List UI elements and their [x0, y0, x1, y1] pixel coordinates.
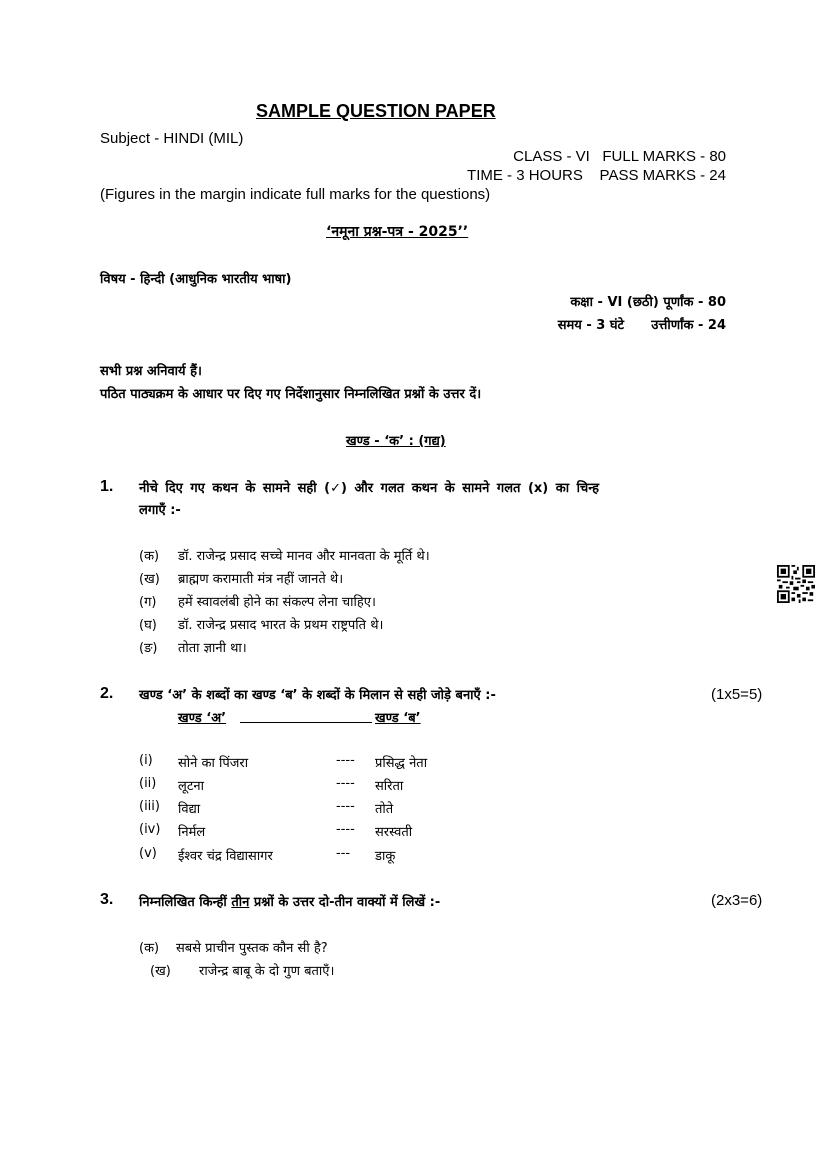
q2-row-b: तोते	[375, 802, 394, 817]
margin-note: (Figures in the margin indicate full marks for the questions)	[100, 186, 491, 203]
q2-row-a: विद्या	[178, 802, 201, 817]
instruction-2: पठित पाठ्यक्रम के आधार पर दिए गए निर्देशानुसार निम्नलिखित प्रश्नों के उत्तर दें।	[100, 387, 482, 402]
q1-item-label: (ग)	[139, 595, 157, 610]
q1-item-label: (ङ)	[139, 641, 158, 656]
hindi-time-marks: समय - 3 घंटे उत्तीर्णांक - 24	[557, 318, 726, 333]
q3-marks: (2x3=6)	[711, 892, 763, 909]
q2-row-sep: ----	[336, 753, 355, 768]
q1-item-text: हमें स्वावलंबी होने का संकल्प लेना चाहिए।	[178, 595, 376, 610]
q1-item-text: डॉ. राजेन्द्र प्रसाद भारत के प्रथम राष्ट्रपति थे।	[178, 618, 384, 633]
q2-row-sep: ----	[336, 776, 355, 791]
q2-col-a-heading: खण्ड ‘अ’	[178, 711, 227, 726]
q2-text: खण्ड ‘अ’ के शब्दों का खण्ड ‘ब’ के शब्दों के मिलान से सही जोड़े बनाएँ :-	[139, 688, 496, 703]
q3-item-label: (क)	[139, 941, 160, 956]
q3-number: 3.	[100, 891, 114, 908]
q2-row-a: सोने का पिंजरा	[178, 756, 249, 771]
q2-row-label: (ii)	[139, 776, 157, 791]
q1-item-text: डॉ. राजेन्द्र प्रसाद सच्चे मानव और मानवता के मूर्ति थे।	[178, 549, 430, 564]
q1-item-text: ब्राह्मण करामाती मंत्र नहीं जानते थे।	[178, 572, 344, 587]
q2-row-b: सरस्वती	[375, 825, 413, 840]
q3-item-text: राजेन्द्र बाबू के दो गुण बताएँ।	[199, 964, 335, 979]
instruction-1: सभी प्रश्न अनिवार्य हैं।	[100, 364, 202, 379]
q2-col-b-heading: खण्ड ‘ब’	[375, 711, 421, 726]
section-heading: खण्ड - ‘क’ : (गद्य)	[346, 434, 446, 449]
q3-text-emphasis: तीन	[231, 895, 250, 910]
q2-row-a: निर्मल	[178, 825, 206, 840]
q1-item-text: तोता ज्ञानी था।	[178, 641, 247, 656]
q2-row-b: सरिता	[375, 779, 404, 794]
qr-code-icon	[777, 565, 815, 603]
hindi-title: ‘नमूना प्रश्न-पत्र - 2025’’	[326, 224, 469, 240]
class-marks-line: CLASS - VI FULL MARKS - 80	[513, 148, 726, 165]
q3-item-text: सबसे प्राचीन पुस्तक कौन सी है?	[176, 941, 328, 956]
q1-item-label: (घ)	[139, 618, 157, 633]
q3-text-post: प्रश्नों के उत्तर दो-तीन वाक्यों में लिखें :-	[249, 895, 441, 910]
q2-number: 2.	[100, 685, 114, 702]
q2-row-label: (iv)	[139, 822, 161, 837]
q2-row-label: (i)	[139, 753, 153, 768]
subject-line: Subject - HINDI (MIL)	[100, 130, 244, 147]
q2-row-b: प्रसिद्ध नेता	[375, 756, 428, 771]
q2-marks: (1x5=5)	[711, 686, 763, 703]
q2-heading-rule	[240, 722, 372, 723]
q2-row-b: डाकू	[375, 849, 396, 864]
q1-item-label: (ख)	[139, 572, 160, 587]
q3-text	[139, 892, 440, 910]
q1-text-line1: नीचे दिए गए कथन के सामने सही (✓) और गलत कथन के सामने गलत (x) का चिन्ह	[139, 481, 600, 496]
q1-text-line2: लगाएँ :-	[139, 503, 181, 518]
hindi-subject: विषय - हिन्दी (आधुनिक भारतीय भाषा)	[100, 272, 292, 287]
q2-row-a: लूटना	[178, 779, 204, 794]
time-marks-line: TIME - 3 HOURS PASS MARKS - 24	[467, 167, 726, 184]
q3-item-label: (ख)	[150, 964, 171, 979]
hindi-class-marks: कक्षा - VI (छठी) पूर्णांक - 80	[570, 295, 726, 310]
q2-row-label: (v)	[139, 846, 157, 861]
q1-item-label: (क)	[139, 549, 160, 564]
q2-row-sep: ----	[336, 822, 355, 837]
q2-row-label: (iii)	[139, 799, 160, 814]
q1-number: 1.	[100, 478, 114, 495]
q3-text-pre: निम्नलिखित किन्हीं	[139, 895, 232, 910]
paper-title: SAMPLE QUESTION PAPER	[256, 101, 496, 121]
q2-row-a: ईश्वर चंद्र विद्यासागर	[178, 849, 273, 864]
q2-row-sep: ----	[336, 799, 355, 814]
q2-row-sep: ---	[336, 846, 351, 861]
